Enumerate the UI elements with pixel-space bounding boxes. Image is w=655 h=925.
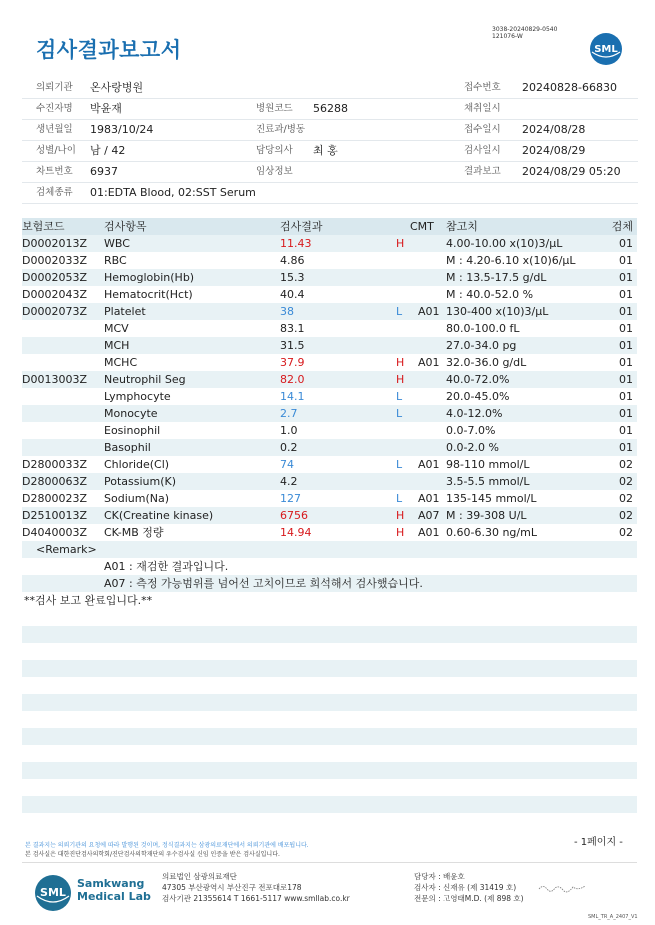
table-row [22,235,637,252]
info-row [22,120,638,141]
test-name: Platelet [104,305,146,318]
reference-range: 0.0-7.0% [446,424,496,437]
test-code: D2800063Z [22,475,87,488]
test-name: Neutrophil Seg [104,373,186,386]
test-result: 82.0 [280,373,305,386]
sml-logo-icon [589,32,623,66]
address-line: 의료법인 삼광의료재단 [162,872,237,881]
table-row [22,422,637,439]
test-code: D2510013Z [22,509,87,522]
reference-range: M : 13.5-17.5 g/dL [446,271,547,284]
staff-line: 담당자 : 배윤호 [414,872,465,881]
info-row [22,78,638,99]
info-label: 수진자명 [36,103,73,114]
info-label: 검체종류 [36,187,73,198]
reference-range: 135-145 mmol/L [446,492,537,505]
reference-range: 20.0-45.0% [446,390,510,403]
reference-range: 80.0-100.0 fL [446,322,520,335]
reference-range: 3.5-5.5 mmol/L [446,475,530,488]
specimen-code: 02 [619,492,633,505]
test-name: Hemoglobin(Hb) [104,271,195,284]
info-value: 6937 [90,165,118,178]
reference-range: 4.00-10.00 x(10)3/μL [446,237,563,250]
reference-range: M : 4.20-6.10 x(10)6/μL [446,254,576,267]
remark-row [22,575,637,592]
column-header-result: 검사결과 [280,220,323,233]
test-name: MCHC [104,356,138,369]
remark-line: A07 : 측정 가능범위를 넘어선 고치이므로 희석해서 검사했습니다. [104,577,423,590]
empty-row [22,694,637,711]
info-value: 01:EDTA Blood, 02:SST Serum [90,186,256,199]
info-value: 최 홍 [313,144,338,157]
specimen-code: 02 [619,526,633,539]
reference-range: M : 39-308 U/L [446,509,527,522]
specimen-code: 01 [619,322,633,335]
document-code [492,26,557,40]
test-code: D4040003Z [22,526,87,539]
staff-line: 전문의 : 고영태M.D. (제 898 호) [414,894,524,903]
info-value: 2024/08/29 [522,144,586,157]
test-result: 1.0 [280,424,298,437]
empty-row [22,660,637,677]
info-label: 결과보고 [464,166,501,177]
test-name: WBC [104,237,130,250]
column-header-ref: 참고치 [446,220,478,233]
specimen-code: 01 [619,424,633,437]
footer-address [162,871,350,904]
table-row [22,286,637,303]
test-name: MCV [104,322,129,335]
table-row [22,439,637,456]
column-header-cmt: CMT [410,220,434,233]
info-value: 20240828-66830 [522,81,617,94]
test-result: 15.3 [280,271,305,284]
report-complete-row [22,592,637,609]
test-code: D0002013Z [22,237,87,250]
empty-rows [22,626,637,830]
test-result: 0.2 [280,441,298,454]
specimen-code: 01 [619,288,633,301]
info-value: 온사랑병원 [90,81,144,94]
reference-range: 98-110 mmol/L [446,458,530,471]
reference-range: 27.0-34.0 pg [446,339,517,352]
remark-line: A01 : 재검한 결과입니다. [104,560,229,573]
patient-info [22,78,638,204]
specimen-code: 02 [619,458,633,471]
address-line: 47305 부산광역시 부산진구 전포대로178 [162,883,302,892]
info-value: 2024/08/29 05:20 [522,165,621,178]
comment-code: A01 [418,305,440,318]
table-row [22,320,637,337]
result-flag: L [396,305,403,318]
info-row [22,183,638,204]
reference-range: 4.0-12.0% [446,407,503,420]
specimen-code: 01 [619,356,633,369]
specimen-code: 01 [619,254,633,267]
empty-row [22,728,637,745]
page-number: - 1페이지 - [574,837,623,848]
table-row [22,473,637,490]
comment-code: A01 [418,356,440,369]
test-result: 6756 [280,509,308,522]
reference-range: 0.0-2.0 % [446,441,499,454]
table-row [22,337,637,354]
test-result: 2.7 [280,407,298,420]
table-body [22,235,637,541]
test-result: 127 [280,492,301,505]
table-row [22,371,637,388]
info-value: 박윤재 [90,102,122,115]
info-label: 생년월일 [36,124,73,135]
results-table [22,218,637,609]
result-flag: L [396,492,403,505]
test-name: Sodium(Na) [104,492,169,505]
brand-line: Medical Lab [77,890,151,903]
table-row [22,269,637,286]
test-result: 38 [280,305,294,318]
test-name: Eosinophil [104,424,161,437]
test-result: 4.86 [280,254,305,267]
empty-row [22,762,637,779]
column-header-code: 보험코드 [22,220,65,233]
sml-footer-logo-icon [34,874,72,912]
result-flag: H [396,237,405,250]
signature-icon [538,883,586,893]
test-name: RBC [104,254,127,267]
test-result: 74 [280,458,294,471]
specimen-code: 01 [619,390,633,403]
remark-title-row [22,541,637,558]
footer-divider [22,862,637,863]
notice-line: 본 결과지는 의뢰기관의 요청에 따라 발행된 것이며, 정식결과지는 삼광의료재단에서 의뢰기관에 배포됩니다. [25,842,309,849]
notice-line: 본 검사실은 대한진단검사의학회/진단검사의학재단의 우수검사실 신임 인증을 받은 검사실입니다. [25,851,280,858]
table-row [22,388,637,405]
remark-row [22,558,637,575]
table-row [22,490,637,507]
test-result: 37.9 [280,356,305,369]
result-flag: H [396,509,405,522]
specimen-code: 02 [619,475,633,488]
info-label: 의뢰기관 [36,82,73,93]
test-name: Hematocrit(Hct) [104,288,193,301]
reference-range: 32.0-36.0 g/dL [446,356,527,369]
test-code: D2800023Z [22,492,87,505]
page-title: 검사결과보고서 [36,38,182,62]
table-row [22,252,637,269]
specimen-code: 02 [619,509,633,522]
result-flag: L [396,390,403,403]
footer-staff [414,871,524,904]
result-flag: L [396,458,403,471]
test-result: 11.43 [280,237,312,250]
test-result: 83.1 [280,322,305,335]
info-value: 1983/10/24 [90,123,154,136]
table-row [22,524,637,541]
column-header-specimen: 검체 [611,220,633,233]
table-row [22,456,637,473]
report-complete-text: **검사 보고 완료입니다.** [24,594,153,607]
test-result: 31.5 [280,339,305,352]
comment-code: A01 [418,526,440,539]
comment-code: A01 [418,458,440,471]
info-value: 남 / 42 [90,144,126,157]
comment-code: A01 [418,492,440,505]
reference-range: 130-400 x(10)3/μL [446,305,549,318]
document-code-line: 3038-20240829-0540 [492,26,558,33]
info-label: 접수일시 [464,124,501,135]
table-row [22,303,637,320]
test-code: D2800033Z [22,458,87,471]
test-name: Monocyte [104,407,158,420]
logo-text: SML [594,44,618,55]
notice [25,841,309,859]
info-label: 접수번호 [464,82,501,93]
info-row [22,99,638,120]
specimen-code: 01 [619,305,633,318]
form-code: SML_TR_A_2407_V1 [588,914,638,920]
result-flag: H [396,373,405,386]
test-result: 40.4 [280,288,305,301]
specimen-code: 01 [619,441,633,454]
test-result: 14.1 [280,390,305,403]
test-name: Chloride(Cl) [104,458,170,471]
specimen-code: 01 [619,237,633,250]
table-header [22,218,637,235]
specimen-code: 01 [619,271,633,284]
test-code: D0002033Z [22,254,87,267]
info-label: 병원코드 [256,103,293,114]
test-result: 14.94 [280,526,312,539]
staff-line: 검사자 : 신재유 (제 31419 호) [414,883,517,892]
test-code: D0002073Z [22,305,87,318]
test-name: Potassium(K) [104,475,177,488]
info-label: 담당의사 [256,145,293,156]
specimen-code: 01 [619,339,633,352]
info-row [22,162,638,183]
info-label: 임상정보 [256,166,293,177]
column-header-name: 검사항목 [104,220,147,233]
address-line: 검사기관 21355614 T 1661-5117 www.smllab.co.kr [162,894,350,903]
remark-title: <Remark> [36,543,97,556]
specimen-code: 01 [619,407,633,420]
empty-row [22,796,637,813]
comment-code: A07 [418,509,440,522]
info-label: 차트번호 [36,166,73,177]
result-flag: L [396,407,403,420]
info-value: 2024/08/28 [522,123,586,136]
table-row [22,354,637,371]
table-row [22,405,637,422]
reference-range: M : 40.0-52.0 % [446,288,534,301]
test-code: D0002053Z [22,271,87,284]
reference-range: 40.0-72.0% [446,373,510,386]
reference-range: 0.60-6.30 ng/mL [446,526,537,539]
info-label: 성별/나이 [36,145,76,156]
test-name: CK-MB 정량 [104,526,164,539]
test-name: MCH [104,339,130,352]
brand-line: Samkwang [77,877,145,890]
test-name: Basophil [104,441,151,454]
document-code-line: 121076-W [492,33,523,40]
info-value: 56288 [313,102,348,115]
result-flag: H [396,526,405,539]
empty-row [22,626,637,643]
info-row [22,141,638,162]
specimen-code: 01 [619,373,633,386]
footer-brand [77,877,151,903]
info-label: 진료과/병동 [256,124,306,135]
info-label: 채취일시 [464,103,501,114]
table-row [22,507,637,524]
result-flag: H [396,356,405,369]
test-code: D0002043Z [22,288,87,301]
info-label: 검사일시 [464,145,501,156]
test-result: 4.2 [280,475,298,488]
footer-logo-text: SML [40,886,66,899]
test-name: Lymphocyte [104,390,171,403]
test-code: D0013003Z [22,373,87,386]
test-name: CK(Creatine kinase) [104,509,214,522]
